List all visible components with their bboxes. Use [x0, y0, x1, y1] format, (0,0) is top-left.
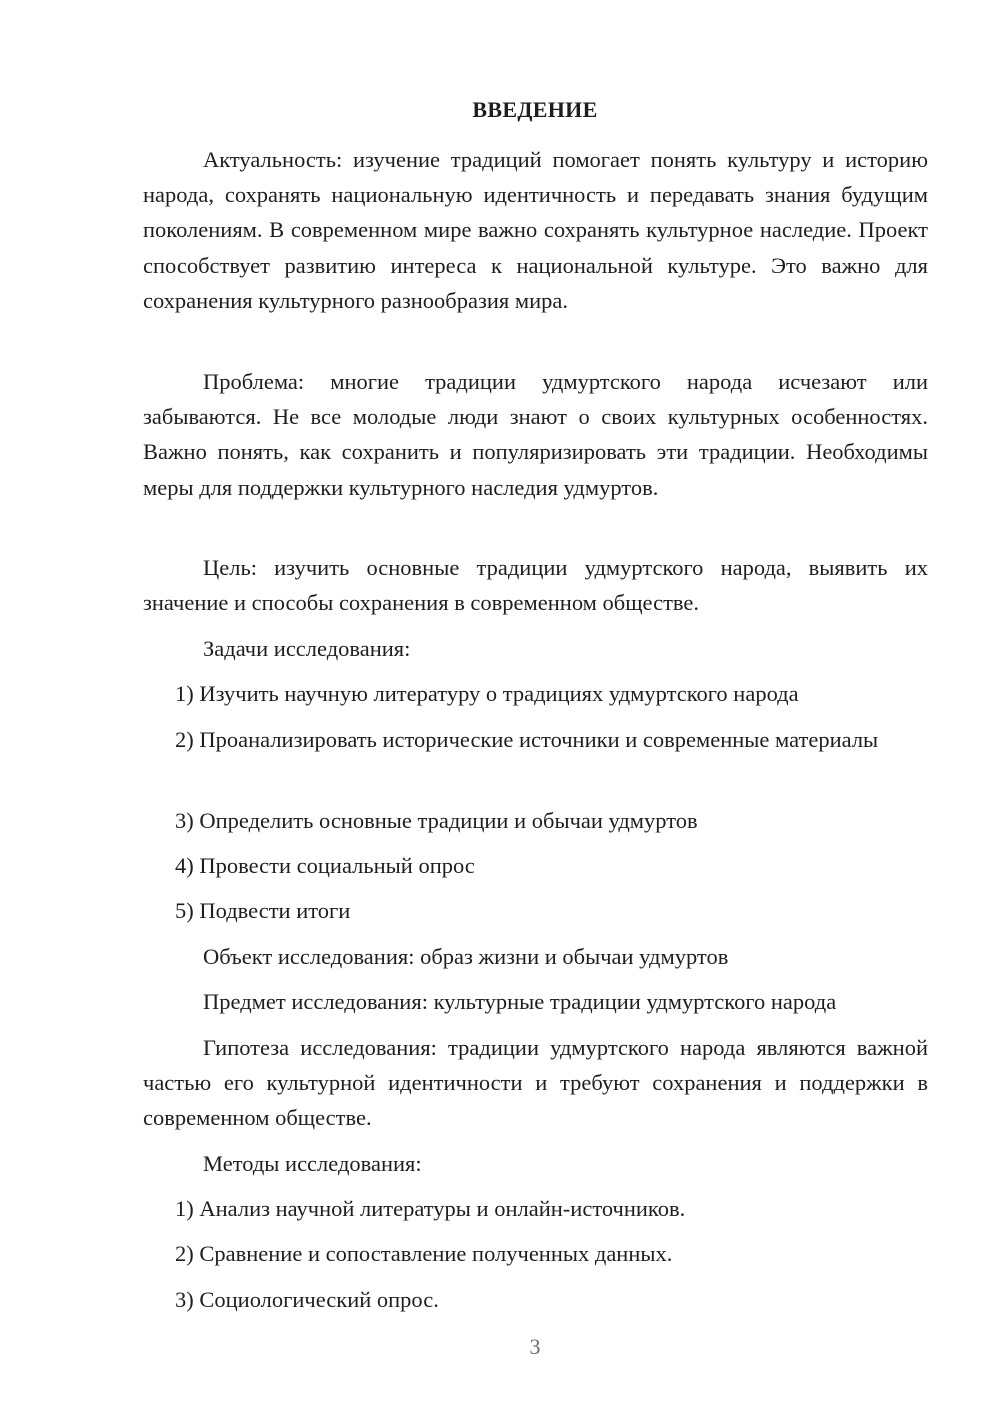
task-item-2: 2) Проанализировать исторические источники и современные материалы [175, 727, 879, 752]
paragraph-object: Объект исследования: образ жизни и обычаи удмуртов [203, 944, 729, 969]
paragraph-subject: Предмет исследования: культурные традиции удмуртского народа [203, 989, 837, 1014]
paragraph-hypothesis: Гипотеза исследования: традиции удмуртского народа являются важной частью его культурной идентичности и требуют сохранения и поддержки в современном обществе. [143, 1035, 928, 1131]
page-number: 3 [529, 1334, 541, 1359]
method-item-2: 2) Сравнение и сопоставление полученных данных. [175, 1241, 673, 1266]
task-item-5: 5) Подвести итоги [175, 898, 351, 923]
task-item-3: 3) Определить основные традиции и обычаи удмуртов [175, 808, 698, 833]
method-item-1: 1) Анализ научной литературы и онлайн-источников. [175, 1196, 686, 1221]
task-item-1: 1) Изучить научную литературу о традициях удмуртского народа [175, 681, 799, 706]
paragraph-relevance: Актуальность: изучение традиций помогает понять культуру и историю народа, сохранять национальную идентичность и передавать знания будущим поколениям. В современном мире важно сохранять культурное наследие. Проект способствует развитию интереса к национальной культуре. Это важно для сохранения культурного разнообразия мира. [143, 147, 928, 313]
page-title: ВВЕДЕНИЕ [472, 97, 598, 122]
paragraph-goal: Цель: изучить основные традиции удмуртского народа, выявить их значение и способы сохранения в современном обществе. [143, 555, 928, 616]
paragraph-tasks-heading: Задачи исследования: [203, 636, 411, 661]
method-item-3: 3) Социологический опрос. [175, 1287, 439, 1312]
task-item-4: 4) Провести социальный опрос [175, 853, 475, 878]
paragraph-methods-heading: Методы исследования: [203, 1151, 422, 1176]
paragraph-problem: Проблема: многие традиции удмуртского народа исчезают или забываются. Не все молодые люди знают о своих культурных особенностях. Важно понять, как сохранить и популяризировать эти традиции. Необходимы меры для поддержки культурного наследия удмуртов. [143, 369, 928, 500]
